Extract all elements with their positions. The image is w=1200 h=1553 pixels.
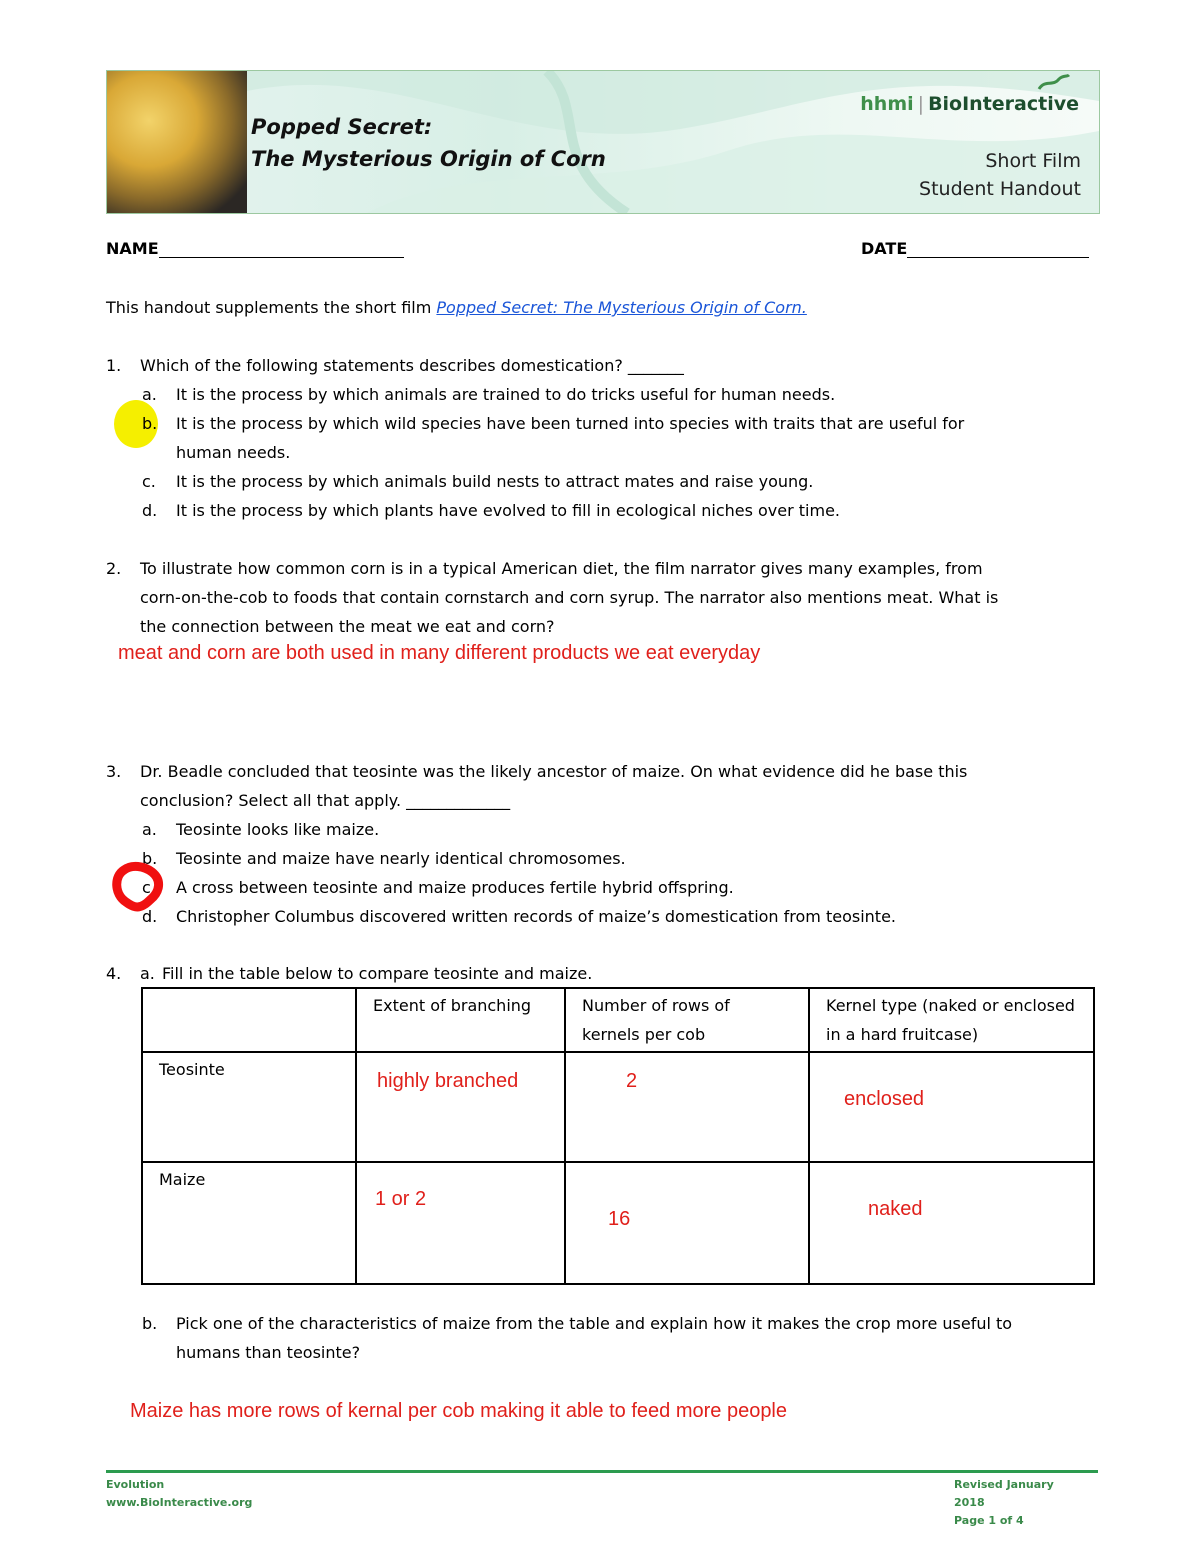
q4-b-label: b. xyxy=(142,1314,158,1333)
q2-number: 2. xyxy=(106,559,122,578)
table-cell-answer[interactable] xyxy=(356,1052,565,1162)
q1-option-label: a. xyxy=(142,385,157,404)
q1-option-b-cont: human needs. xyxy=(176,443,291,462)
q1-number: 1. xyxy=(106,356,122,375)
footer-revised: Revised January 2018 xyxy=(954,1478,1054,1509)
q4-a-text: Fill in the table below to compare teosinte and maize. xyxy=(162,964,593,983)
maize-kernel-answer: naked xyxy=(868,1198,923,1220)
table-header-row xyxy=(142,988,1094,1052)
q2-line2: corn-on-the-cob to foods that contain cornstarch and corn syrup. The narrator also mentions meat. What is xyxy=(140,588,999,607)
table-header: Number of rows of kernels per cob xyxy=(565,988,809,1052)
q3-option-label: c. xyxy=(142,878,156,897)
q4-a-label: a. xyxy=(140,964,155,983)
q1-option-label: b. xyxy=(142,414,158,433)
q1-option-a xyxy=(142,380,835,409)
table-cell-answer[interactable] xyxy=(356,1162,565,1284)
q4-part-b xyxy=(142,1309,1012,1338)
handout-type xyxy=(919,147,1081,203)
footer-left xyxy=(106,1476,252,1512)
hhmi-logo: hhmi | BioInteractive xyxy=(860,93,1079,115)
q3-option-b xyxy=(142,844,626,873)
q3-option-text: Teosinte looks like maize. xyxy=(176,820,380,839)
q4-b-line2: humans than teosinte? xyxy=(176,1343,361,1362)
q3-line1: Dr. Beadle concluded that teosinte was the likely ancestor of maize. On what evidence did he base this xyxy=(140,762,968,781)
q4-b-handwritten-answer[interactable]: Maize has more rows of kernal per cob making it able to feed more people xyxy=(130,1400,788,1422)
q3-option-a xyxy=(142,815,379,844)
q2-line3: the connection between the meat we eat and corn? xyxy=(140,617,555,636)
row-label: Maize xyxy=(142,1162,356,1284)
question-4 xyxy=(106,959,592,988)
q3-option-label: a. xyxy=(142,820,157,839)
table-row xyxy=(142,1162,1094,1284)
handout-type-line2: Student Handout xyxy=(919,178,1081,200)
q1-option-label: c. xyxy=(142,472,156,491)
maize-rows-answer: 16 xyxy=(608,1208,631,1230)
intro-paragraph xyxy=(106,293,807,322)
q1-option-text: It is the process by which animals build nests to attract mates and raise young. xyxy=(176,472,814,491)
table-header: Kernel type (naked or enclosed in a hard fruitcase) xyxy=(809,988,1094,1052)
q3-option-text: Christopher Columbus discovered written records of maize’s domestication from teosinte. xyxy=(176,907,897,926)
q3-option-text: Teosinte and maize have nearly identical chromosomes. xyxy=(176,849,626,868)
banner-title-line2: The Mysterious Origin of Corn xyxy=(251,147,606,171)
table-cell-answer[interactable] xyxy=(809,1052,1094,1162)
question-3 xyxy=(106,757,967,786)
q3-option-label: b. xyxy=(142,849,158,868)
question-2 xyxy=(106,554,983,583)
footer-page-number: Page 1 of 4 xyxy=(954,1514,1024,1527)
name-field[interactable] xyxy=(106,239,404,258)
teosinte-kernel-answer: enclosed xyxy=(844,1088,925,1110)
maize-branching-answer: 1 or 2 xyxy=(375,1188,427,1210)
q3-line2: conclusion? Select all that apply. _____________ xyxy=(140,791,511,810)
footer-rule xyxy=(106,1470,1098,1473)
row-label: Teosinte xyxy=(142,1052,356,1162)
footer-website-link[interactable]: www.BioInteractive.org xyxy=(106,1496,253,1509)
corn-photo xyxy=(107,71,247,213)
comparison-table xyxy=(141,987,1095,1285)
q2-handwritten-answer[interactable]: meat and corn are both used in many different products we eat everyday xyxy=(118,642,761,664)
banner-title xyxy=(251,111,606,175)
q1-option-text: It is the process by which plants have evolved to fill in ecological niches over time. xyxy=(176,501,841,520)
handout-type-line1: Short Film xyxy=(985,150,1081,172)
table-cell-answer[interactable] xyxy=(565,1052,809,1162)
intro-text: This handout supplements the short film xyxy=(106,298,437,317)
q1-option-c xyxy=(142,467,813,496)
q4-number: 4. xyxy=(106,964,122,983)
name-label: NAME xyxy=(106,239,159,258)
header-banner xyxy=(106,70,1100,214)
name-blank[interactable] xyxy=(159,239,404,258)
q4-b-line1: Pick one of the characteristics of maize from the table and explain how it makes the crop more useful to xyxy=(176,1314,1013,1333)
banner-title-line1: Popped Secret: xyxy=(251,115,433,139)
hhmi-logo-text: hhmi xyxy=(860,93,914,115)
q1-text: Which of the following statements describes domestication? _______ xyxy=(140,356,684,375)
q3-option-label: d. xyxy=(142,907,158,926)
date-field[interactable] xyxy=(861,239,1089,258)
question-1 xyxy=(106,351,684,380)
answer-circle-mark xyxy=(110,860,170,916)
q3-number: 3. xyxy=(106,762,122,781)
q3-option-c xyxy=(142,873,734,902)
q1-option-text: It is the process by which animals are trained to do tricks useful for human needs. xyxy=(176,385,836,404)
table-header: Extent of branching xyxy=(356,988,565,1052)
table-cell-answer[interactable] xyxy=(565,1162,809,1284)
table-cell-answer[interactable] xyxy=(809,1162,1094,1284)
table-corner-cell xyxy=(142,988,356,1052)
teosinte-branching-answer: highly branched xyxy=(377,1070,519,1092)
footer-right xyxy=(954,1476,1074,1530)
q2-line1: To illustrate how common corn is in a typical American diet, the film narrator gives many examples, from xyxy=(140,559,983,578)
film-link[interactable]: Popped Secret: The Mysterious Origin of Corn. xyxy=(436,298,807,317)
date-blank[interactable] xyxy=(907,239,1089,258)
footer-unit: Evolution xyxy=(106,1478,165,1491)
teosinte-rows-answer: 2 xyxy=(626,1070,638,1092)
date-label: DATE xyxy=(861,239,908,258)
q1-option-label: d. xyxy=(142,501,158,520)
biointeractive-logo-text: BioInteractive xyxy=(928,93,1079,115)
q1-option-d xyxy=(142,496,840,525)
q1-option-b xyxy=(142,409,964,438)
q3-option-text: A cross between teosinte and maize produces fertile hybrid offspring. xyxy=(176,878,734,897)
lizard-logo-icon xyxy=(1037,73,1071,95)
q1-option-text: It is the process by which wild species have been turned into species with traits that are useful for xyxy=(176,414,965,433)
q3-option-d xyxy=(142,902,896,931)
table-row xyxy=(142,1052,1094,1162)
